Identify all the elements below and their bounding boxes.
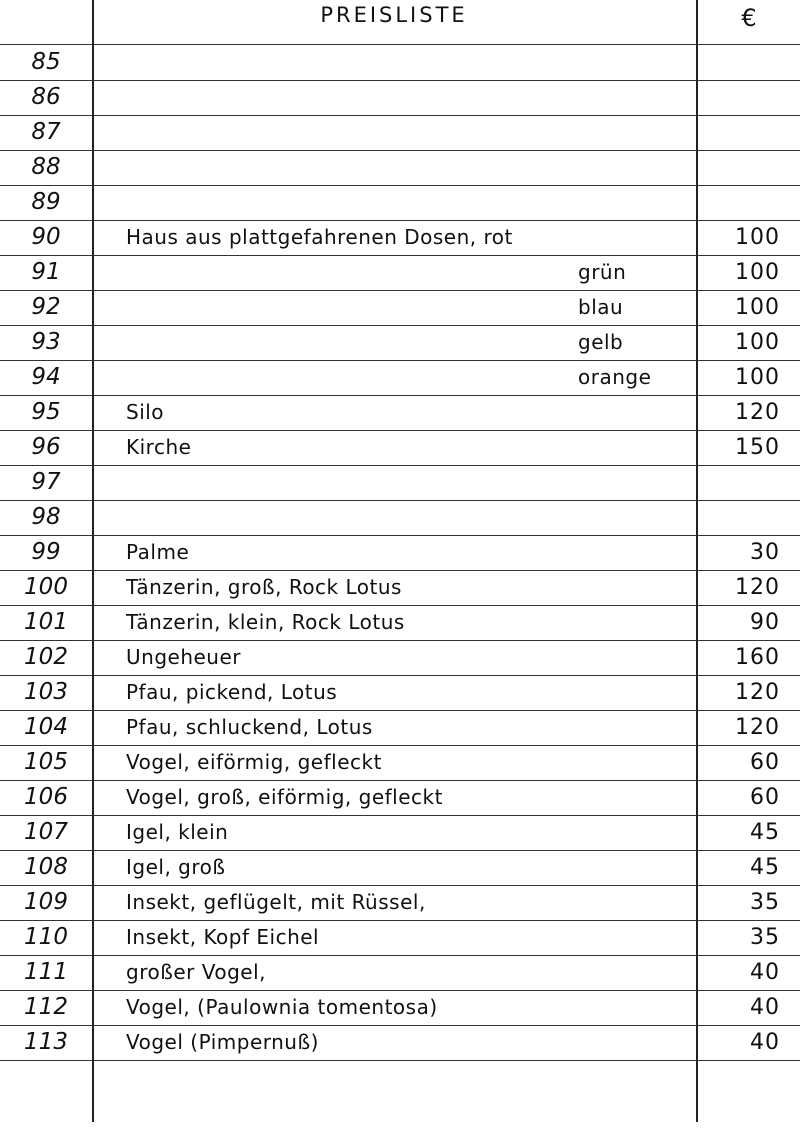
table-row — [0, 640, 800, 675]
item-number: 100 — [24, 574, 68, 600]
table-row — [0, 885, 800, 920]
item-price: 100 — [735, 330, 780, 355]
table-row — [0, 290, 800, 325]
item-number: 104 — [24, 714, 68, 740]
table-row — [0, 605, 800, 640]
item-number: 106 — [24, 784, 68, 810]
item-price: 40 — [750, 1030, 780, 1055]
item-number: 97 — [31, 469, 61, 495]
item-number: 108 — [24, 854, 68, 880]
item-description: gelb — [578, 330, 624, 354]
item-description: großer Vogel, — [126, 960, 266, 984]
item-price: 100 — [735, 225, 780, 250]
item-price: 160 — [735, 645, 780, 670]
item-price: 40 — [750, 960, 780, 985]
item-price: 100 — [735, 365, 780, 390]
item-number: 93 — [31, 329, 61, 355]
table-row — [0, 990, 800, 1025]
table-row — [0, 745, 800, 780]
item-number: 88 — [31, 154, 61, 180]
item-number: 86 — [31, 84, 61, 110]
table-row — [0, 430, 800, 465]
item-description: Insekt, Kopf Eichel — [126, 925, 320, 949]
table-row — [0, 710, 800, 745]
table-row — [0, 360, 800, 395]
item-description: blau — [578, 295, 624, 319]
table-row — [0, 675, 800, 710]
item-description: Insekt, geflügelt, mit Rüssel, — [126, 890, 426, 914]
item-number: 95 — [31, 399, 61, 425]
item-number: 103 — [24, 679, 68, 705]
table-row — [0, 955, 800, 990]
item-number: 102 — [24, 644, 68, 670]
item-description: Ungeheuer — [126, 645, 241, 669]
item-price: 30 — [750, 540, 780, 565]
item-description: Pfau, pickend, Lotus — [126, 680, 338, 704]
item-description: Kirche — [126, 435, 192, 459]
item-number: 99 — [31, 539, 61, 565]
item-number: 109 — [24, 889, 68, 915]
item-number: 89 — [31, 189, 61, 215]
item-number: 87 — [31, 119, 61, 145]
item-number: 92 — [31, 294, 61, 320]
table-row — [0, 325, 800, 360]
table-row — [0, 535, 800, 570]
item-price: 100 — [735, 295, 780, 320]
table-row — [0, 80, 800, 115]
item-description: Igel, groß — [126, 855, 226, 879]
table-row — [0, 255, 800, 290]
item-price: 35 — [750, 890, 780, 915]
item-price: 100 — [735, 260, 780, 285]
table-row — [0, 1025, 800, 1060]
item-number: 107 — [24, 819, 68, 845]
item-number: 85 — [31, 49, 61, 75]
table-row — [0, 150, 800, 185]
item-price: 60 — [750, 750, 780, 775]
table-row — [0, 395, 800, 430]
table-row — [0, 185, 800, 220]
item-number: 112 — [24, 994, 68, 1020]
item-number: 101 — [24, 609, 68, 635]
table-row — [0, 45, 800, 80]
item-description: Silo — [126, 400, 165, 424]
row-rule — [0, 1060, 800, 1061]
item-description: Vogel, (Paulownia tomentosa) — [126, 995, 438, 1019]
item-number: 90 — [31, 224, 61, 250]
item-description: Tänzerin, groß, Rock Lotus — [126, 575, 402, 599]
item-price: 60 — [750, 785, 780, 810]
item-description: Palme — [126, 540, 190, 564]
item-number: 113 — [24, 1029, 68, 1055]
item-number: 111 — [24, 959, 68, 985]
item-price: 40 — [750, 995, 780, 1020]
item-description: Vogel, groß, eiförmig, gefleckt — [126, 785, 443, 809]
item-description: Igel, klein — [126, 820, 229, 844]
item-description: grün — [578, 260, 627, 284]
item-description: Tänzerin, klein, Rock Lotus — [126, 610, 405, 634]
table-row — [0, 920, 800, 955]
item-price: 150 — [735, 435, 780, 460]
table-row — [0, 570, 800, 605]
item-number: 105 — [24, 749, 68, 775]
page-title: PREISLISTE — [320, 3, 468, 27]
table-row — [0, 780, 800, 815]
item-number: 96 — [31, 434, 61, 460]
item-description: Pfau, schluckend, Lotus — [126, 715, 373, 739]
item-number: 91 — [31, 259, 61, 285]
item-price: 35 — [750, 925, 780, 950]
item-price: 45 — [750, 855, 780, 880]
item-price: 120 — [735, 680, 780, 705]
table-row — [0, 815, 800, 850]
item-price: 120 — [735, 575, 780, 600]
currency-header: € — [741, 4, 757, 32]
table-row — [0, 500, 800, 535]
item-description: orange — [578, 365, 652, 389]
item-price: 90 — [750, 610, 780, 635]
item-price: 45 — [750, 820, 780, 845]
item-price: 120 — [735, 400, 780, 425]
item-description: Haus aus plattgefahrenen Dosen, rot — [126, 225, 513, 249]
item-number: 94 — [31, 364, 61, 390]
item-number: 98 — [31, 504, 61, 530]
item-number: 110 — [24, 924, 68, 950]
table-row — [0, 115, 800, 150]
item-description: Vogel (Pimpernuß) — [126, 1030, 319, 1054]
item-description: Vogel, eiförmig, gefleckt — [126, 750, 382, 774]
table-row — [0, 465, 800, 500]
item-price: 120 — [735, 715, 780, 740]
table-row — [0, 220, 800, 255]
table-row — [0, 850, 800, 885]
